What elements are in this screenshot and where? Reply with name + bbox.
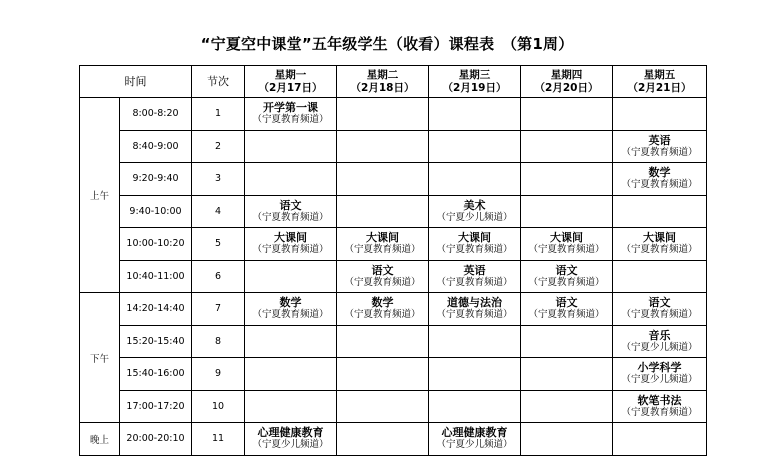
course-channel: （宁夏教育频道） xyxy=(344,276,421,288)
course-cell xyxy=(429,98,521,131)
course-cell xyxy=(521,325,613,358)
day-name: 星期二 xyxy=(366,68,399,81)
day-date: （2月19日） xyxy=(442,81,507,94)
course-cell xyxy=(521,260,613,293)
course-channel: （宁夏教育频道） xyxy=(621,146,698,158)
header-row xyxy=(80,66,707,98)
course-channel: （宁夏教育频道） xyxy=(344,244,421,256)
course-subject: 开学第一课 xyxy=(263,101,318,115)
course-cell xyxy=(245,163,337,196)
time-slot: 8:00-8:20 xyxy=(120,98,192,131)
header-day-tue xyxy=(337,66,429,98)
course-subject: 语文 xyxy=(371,263,394,277)
course-cell xyxy=(337,390,429,423)
course-cell xyxy=(337,358,429,391)
course-channel: （宁夏教育频道） xyxy=(252,114,329,126)
course-subject: 道德与法治 xyxy=(447,296,502,310)
course-channel: （宁夏教育频道） xyxy=(528,276,605,288)
schedule-table xyxy=(79,65,707,456)
course-cell xyxy=(245,260,337,293)
course-cell xyxy=(429,325,521,358)
course-cell xyxy=(613,325,707,358)
time-slot: 10:40-11:00 xyxy=(120,260,192,293)
course-cell xyxy=(521,228,613,261)
table-row xyxy=(80,293,707,326)
period-number: 9 xyxy=(192,358,245,391)
course-subject: 数学 xyxy=(371,296,394,310)
course-subject: 大课间 xyxy=(643,231,676,245)
day-name: 星期五 xyxy=(643,68,676,81)
course-subject: 英语 xyxy=(463,263,486,277)
period-group-afternoon: 下午 xyxy=(80,293,120,423)
table-row xyxy=(80,163,707,196)
day-name: 星期一 xyxy=(274,68,307,81)
course-channel: （宁夏教育频道） xyxy=(252,309,329,321)
day-name: 星期三 xyxy=(458,68,491,81)
header-day-wed xyxy=(429,66,521,98)
day-date: （2月21日） xyxy=(627,81,692,94)
course-cell xyxy=(245,358,337,391)
course-channel: （宁夏少儿频道） xyxy=(621,374,698,386)
course-subject: 语文 xyxy=(648,296,671,310)
course-channel: （宁夏教育频道） xyxy=(621,179,698,191)
course-cell xyxy=(245,228,337,261)
course-subject: 音乐 xyxy=(648,328,671,342)
course-cell xyxy=(337,293,429,326)
course-cell xyxy=(429,163,521,196)
course-cell xyxy=(337,228,429,261)
header-day-mon xyxy=(245,66,337,98)
period-group-morning: 上午 xyxy=(80,98,120,293)
table-row xyxy=(80,228,707,261)
time-slot: 17:00-17:20 xyxy=(120,390,192,423)
day-name: 星期四 xyxy=(550,68,583,81)
time-slot: 15:40-16:00 xyxy=(120,358,192,391)
course-cell xyxy=(429,358,521,391)
time-slot: 14:20-14:40 xyxy=(120,293,192,326)
period-number: 7 xyxy=(192,293,245,326)
day-date: （2月20日） xyxy=(534,81,599,94)
time-slot: 10:00-10:20 xyxy=(120,228,192,261)
course-channel: （宁夏教育频道） xyxy=(344,309,421,321)
course-subject: 语文 xyxy=(279,198,302,212)
period-number: 1 xyxy=(192,98,245,131)
course-subject: 大课间 xyxy=(458,231,491,245)
course-cell xyxy=(521,163,613,196)
table-row xyxy=(80,423,707,456)
course-cell xyxy=(245,98,337,131)
day-date: （2月17日） xyxy=(258,81,323,94)
course-cell xyxy=(613,423,707,456)
course-cell xyxy=(337,130,429,163)
course-cell xyxy=(613,358,707,391)
table-row xyxy=(80,260,707,293)
time-slot: 15:20-15:40 xyxy=(120,325,192,358)
header-time: 时间 xyxy=(80,66,192,98)
table-row xyxy=(80,390,707,423)
course-subject: 数学 xyxy=(648,166,671,180)
course-subject: 心理健康教育 xyxy=(257,426,324,440)
course-channel: （宁夏少儿频道） xyxy=(252,439,329,451)
course-channel: （宁夏教育频道） xyxy=(436,244,513,256)
header-day-thu xyxy=(521,66,613,98)
course-channel: （宁夏教育频道） xyxy=(528,309,605,321)
course-cell xyxy=(521,423,613,456)
course-cell xyxy=(521,98,613,131)
course-cell xyxy=(429,130,521,163)
period-number: 11 xyxy=(192,423,245,456)
course-cell xyxy=(245,423,337,456)
period-number: 8 xyxy=(192,325,245,358)
course-cell xyxy=(245,130,337,163)
course-channel: （宁夏少儿频道） xyxy=(436,439,513,451)
course-cell xyxy=(613,130,707,163)
course-cell xyxy=(521,293,613,326)
period-group-evening: 晚上 xyxy=(80,423,120,456)
course-subject: 语文 xyxy=(555,263,578,277)
time-slot: 8:40-9:00 xyxy=(120,130,192,163)
course-cell xyxy=(429,260,521,293)
time-slot: 9:40-10:00 xyxy=(120,195,192,228)
course-subject: 美术 xyxy=(463,198,486,212)
table-row xyxy=(80,130,707,163)
course-cell xyxy=(245,325,337,358)
course-cell xyxy=(245,390,337,423)
course-cell xyxy=(521,358,613,391)
table-row xyxy=(80,98,707,131)
course-subject: 小学科学 xyxy=(637,361,682,375)
course-subject: 软笔书法 xyxy=(637,393,682,407)
course-channel: （宁夏教育频道） xyxy=(436,309,513,321)
course-cell xyxy=(613,98,707,131)
course-cell xyxy=(613,293,707,326)
period-number: 6 xyxy=(192,260,245,293)
course-cell xyxy=(337,325,429,358)
course-cell xyxy=(429,228,521,261)
course-channel: （宁夏少儿频道） xyxy=(621,341,698,353)
time-slot: 9:20-9:40 xyxy=(120,163,192,196)
course-cell xyxy=(245,195,337,228)
header-day-fri xyxy=(613,66,707,98)
course-subject: 数学 xyxy=(279,296,302,310)
course-cell xyxy=(521,195,613,228)
course-channel: （宁夏教育频道） xyxy=(621,244,698,256)
course-cell xyxy=(429,293,521,326)
course-cell xyxy=(521,130,613,163)
course-cell xyxy=(245,293,337,326)
course-channel: （宁夏教育频道） xyxy=(621,309,698,321)
course-subject: 大课间 xyxy=(274,231,307,245)
period-number: 2 xyxy=(192,130,245,163)
table-row xyxy=(80,325,707,358)
schedule-body xyxy=(80,98,707,456)
course-cell xyxy=(613,228,707,261)
course-cell xyxy=(337,260,429,293)
period-number: 3 xyxy=(192,163,245,196)
course-subject: 语文 xyxy=(555,296,578,310)
course-channel: （宁夏教育频道） xyxy=(528,244,605,256)
page-title: “宁夏空中课堂”五年级学生（收看）课程表 （第1周） xyxy=(200,35,574,53)
course-subject: 心理健康教育 xyxy=(441,426,508,440)
table-row xyxy=(80,195,707,228)
course-cell xyxy=(429,423,521,456)
course-subject: 大课间 xyxy=(366,231,399,245)
course-cell xyxy=(337,423,429,456)
header-period: 节次 xyxy=(192,66,245,98)
course-cell xyxy=(613,195,707,228)
course-cell xyxy=(337,98,429,131)
course-cell xyxy=(337,195,429,228)
course-cell xyxy=(429,390,521,423)
course-channel: （宁夏少儿频道） xyxy=(436,211,513,223)
course-channel: （宁夏教育频道） xyxy=(252,211,329,223)
course-channel: （宁夏教育频道） xyxy=(252,244,329,256)
course-cell xyxy=(521,390,613,423)
time-slot: 20:00-20:10 xyxy=(120,423,192,456)
period-number: 4 xyxy=(192,195,245,228)
course-cell xyxy=(337,163,429,196)
course-cell xyxy=(429,195,521,228)
course-subject: 大课间 xyxy=(550,231,583,245)
period-number: 10 xyxy=(192,390,245,423)
day-date: （2月18日） xyxy=(350,81,415,94)
course-channel: （宁夏教育频道） xyxy=(436,276,513,288)
course-cell xyxy=(613,390,707,423)
course-cell xyxy=(613,163,707,196)
period-number: 5 xyxy=(192,228,245,261)
course-channel: （宁夏教育频道） xyxy=(621,406,698,418)
course-cell xyxy=(613,260,707,293)
table-row xyxy=(80,358,707,391)
course-subject: 英语 xyxy=(648,133,671,147)
